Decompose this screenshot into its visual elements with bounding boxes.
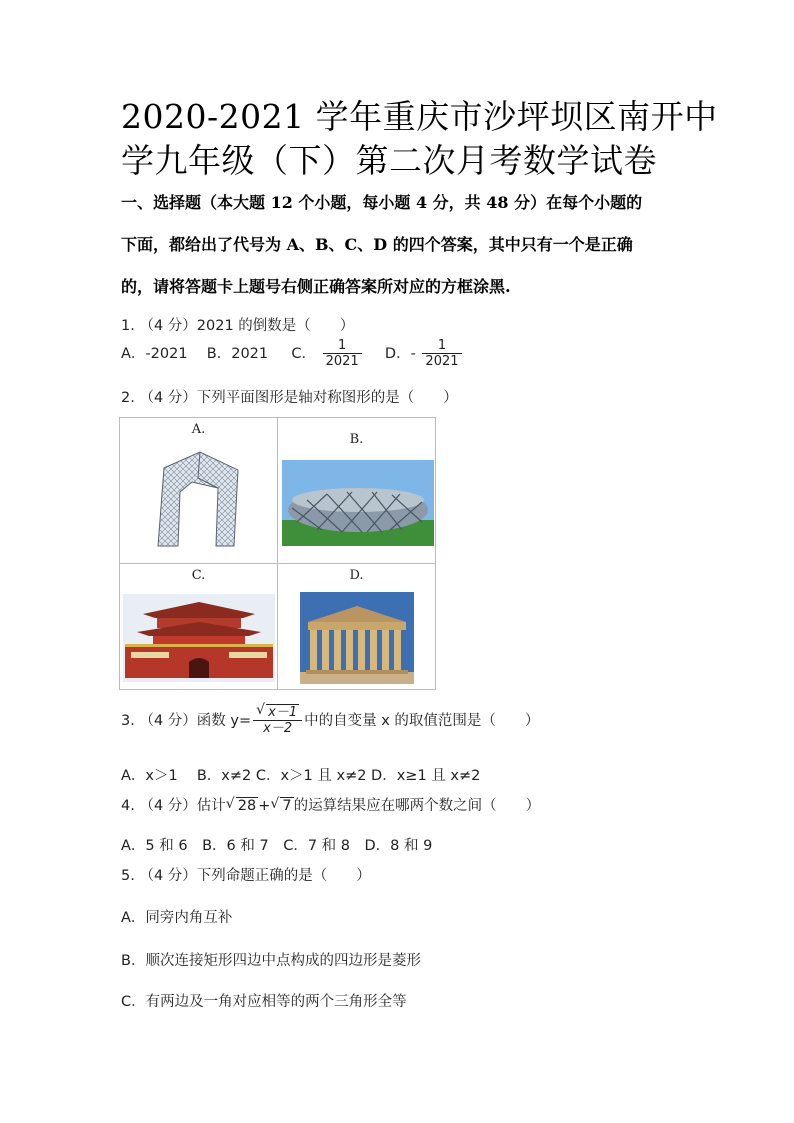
q2-option-b-cell xyxy=(278,418,436,564)
q1-option-a: A．-2021 xyxy=(121,346,188,362)
sqrt-7: √ 7 xyxy=(270,796,292,814)
q5-stem: 5. （4 分）下列命题正确的是（ ） xyxy=(121,868,371,884)
title-line-1: 2020-2021 学年重庆市沙坪坝区南开中 xyxy=(121,97,718,136)
fraction-denominator: 2021 xyxy=(422,353,461,370)
q1-option-b: B．2021 xyxy=(206,346,269,362)
q2-label-c: C. xyxy=(191,568,206,583)
q3-stem-prefix: 3. （4 分）函数 y= xyxy=(121,713,252,729)
q2-label-b: B. xyxy=(349,432,364,447)
section-instruction-1: 一、选择题（本大题 12 个小题，每小题 4 分，共 48 分）在每个小题的 xyxy=(121,193,643,212)
cctv-tower-image xyxy=(150,448,245,553)
plus-sign: + xyxy=(258,798,271,814)
q3-options: A．x＞1 B．x≠2 C．x＞1 且 x≠2 D．x≥1 且 x≠2 xyxy=(121,768,481,784)
q1-option-d-fraction xyxy=(422,338,461,370)
q3-stem xyxy=(121,702,540,737)
q5-option-b: B．顺次连接矩形四边中点构成的四边形是菱形 xyxy=(121,953,421,969)
q2-options-grid xyxy=(119,417,436,690)
q3-denominator: x－2 xyxy=(253,720,302,737)
q2-option-d-cell xyxy=(278,564,436,690)
q3-function-fraction xyxy=(253,702,302,737)
q3-stem-suffix: 中的自变量 x 的取值范围是（ ） xyxy=(304,713,540,729)
sqrt-symbol: √ x－1 xyxy=(256,702,298,720)
fraction-numerator: 1 xyxy=(338,338,347,353)
sqrt-28: √ 28 xyxy=(225,796,257,814)
q1-option-c-fraction xyxy=(323,338,362,370)
q5-option-c: C．有两边及一角对应相等的两个三角形全等 xyxy=(121,994,407,1010)
q4-stem-suffix: 的运算结果应在哪两个数之间（ ） xyxy=(293,798,541,814)
title-line-2: 学九年级（下）第二次月考数学试卷 xyxy=(121,141,657,180)
parthenon-image xyxy=(300,592,414,684)
fraction-numerator xyxy=(253,702,302,720)
q2-label-a: A. xyxy=(191,422,206,437)
q4-stem-prefix: 4. （4 分）估计 xyxy=(121,798,226,814)
q4-options: A．5 和 6 B．6 和 7 C．7 和 8 D．8 和 9 xyxy=(121,838,433,854)
q4-stem xyxy=(121,794,540,815)
q2-option-c-cell xyxy=(120,564,278,690)
fraction-numerator: 1 xyxy=(437,338,447,353)
q5-option-a: A．同旁内角互补 xyxy=(121,910,233,926)
section-instruction-3: 的，请将答题卡上题号右侧正确答案所对应的方框涂黑. xyxy=(121,277,511,296)
q2-option-a-cell xyxy=(120,418,278,564)
q2-stem: 2. （4 分）下列平面图形是轴对称图形的是（ ） xyxy=(121,390,458,406)
q1-stem: 1. （4 分）2021 的倒数是（ ） xyxy=(121,318,355,334)
q2-label-d: D. xyxy=(349,568,364,583)
q3-numerator: x－1 xyxy=(268,705,298,720)
tiananmen-gate-image xyxy=(123,594,275,682)
q1-option-d-prefix: D．- xyxy=(384,346,416,362)
section-instruction-2: 下面，都给出了代号为 A、B、C、D 的四个答案，其中只有一个是正确 xyxy=(121,235,633,254)
q1-options xyxy=(121,338,464,370)
fraction-denominator: 2021 xyxy=(323,353,362,370)
birds-nest-stadium-image xyxy=(282,460,434,546)
q1-option-c-prefix: C． xyxy=(291,346,316,362)
